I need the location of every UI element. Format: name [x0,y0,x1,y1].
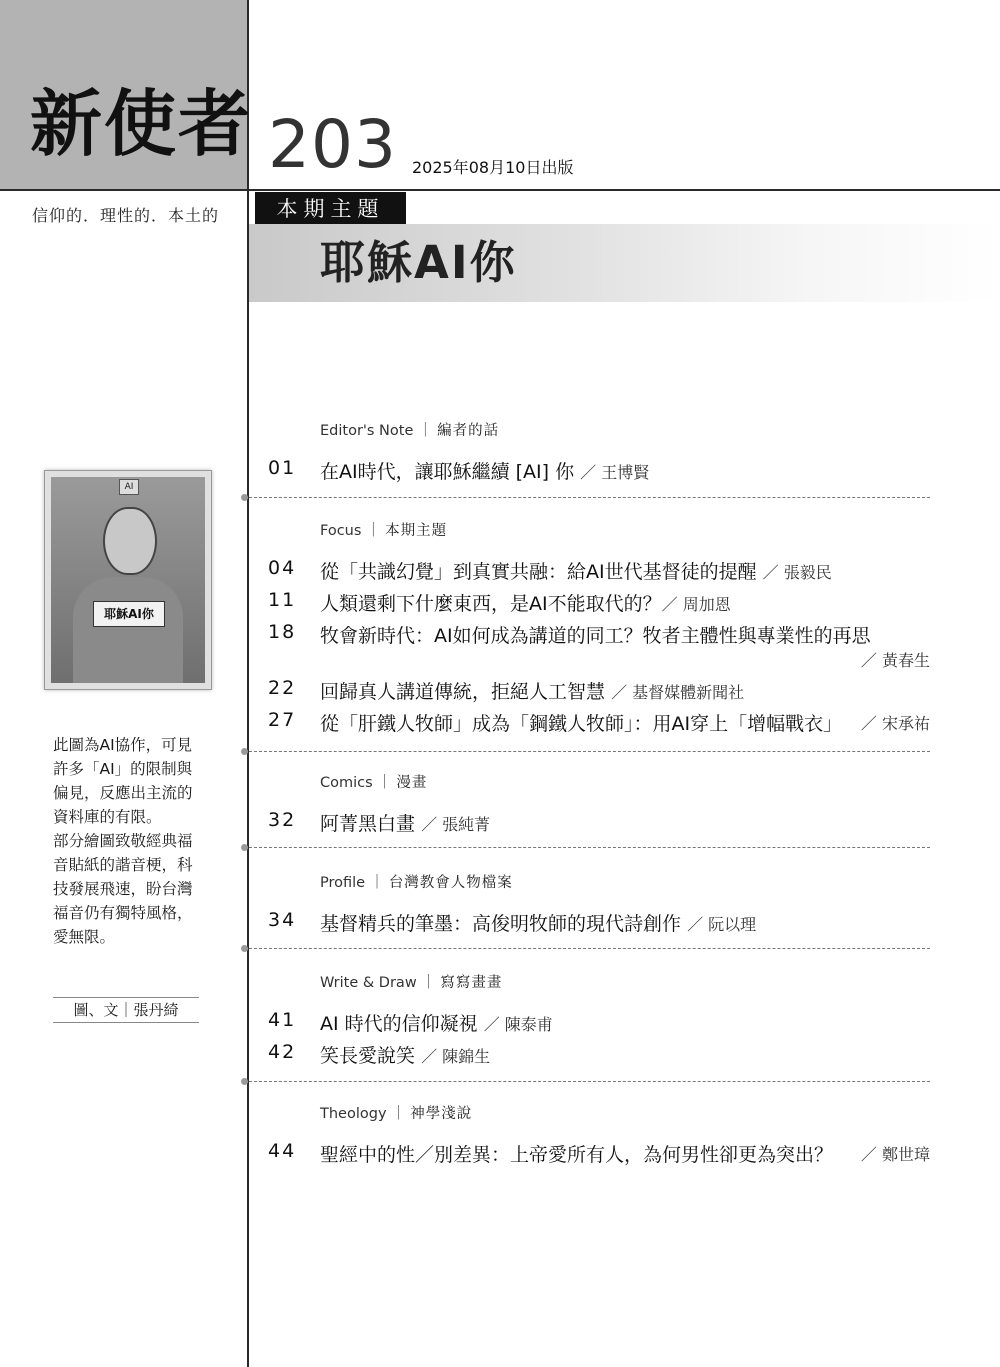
cover-card: 耶穌AI你 [93,601,165,627]
jesus-figure-icon [103,507,157,575]
page-number: 41 [268,1009,297,1031]
tagline: 信仰的．理性的．本土的 [32,206,220,225]
entry-author: ／ 王博賢 [580,463,650,482]
cover-credit: 圖、文｜張丹綺 [53,997,199,1023]
page-number: 18 [268,621,297,643]
entry-title: 在AI時代，讓耶穌繼續 [AI] 你 [320,461,575,483]
vertical-rule [247,0,249,1367]
page-number: 44 [268,1140,297,1162]
theme-title: 耶穌AI你 [320,236,517,289]
entry-title: 從「肝鐵人牧師」成為「鋼鐵人牧師」：用AI穿上「增幅戰衣」 [320,713,843,735]
divider-dot [241,844,248,851]
divider-dot [241,748,248,755]
section-zh: 本期主題 [385,523,448,539]
entry-title: 阿菁黑白畫 [320,813,416,835]
section-heading-profile: Profile ｜ 台灣教會人物檔案 [320,875,513,891]
horizontal-rule [0,189,1000,191]
page-number: 01 [268,457,297,479]
section-heading-focus: Focus ｜ 本期主題 [320,523,448,539]
entry-title: 笑長愛說笑 [320,1045,416,1067]
entry-author: ／ 黃春生 [860,651,930,670]
cover-caption [53,733,205,949]
magazine-logo: 新使者 [30,81,253,166]
section-heading-editors-note: Editor's Note ｜ 編者的話 [320,423,500,439]
section-zh: 神學淺說 [410,1106,473,1122]
cover-illustration [44,470,212,690]
section-divider [244,1081,930,1082]
section-heading-theology: Theology ｜ 神學淺說 [320,1106,473,1122]
page-number: 34 [268,909,297,931]
divider-dot [241,494,248,501]
entry-author: ／ 鄭世璋 [860,1145,930,1164]
page-number: 42 [268,1041,297,1063]
page-number: 04 [268,557,297,579]
cover-artwork [51,477,205,683]
theme-label: 本期主題 [255,192,406,224]
section-heading-write-draw: Write & Draw ｜ 寫寫畫畫 [320,975,503,991]
entry-title: 人類還剩下什麼東西，是AI不能取代的？ [320,593,662,615]
page-number: 22 [268,677,297,699]
entry-author: ／ 張毅民 [762,563,832,582]
section-en: Write & Draw [320,975,417,991]
cover-ai-tag: AI [119,479,139,495]
entry-title: 牧會新時代：AI如何成為講道的同工？牧者主體性與專業性的再思 [320,625,871,647]
section-divider [244,948,930,949]
toc-entry[interactable] [268,621,930,671]
section-zh: 編者的話 [437,423,500,439]
section-zh: 漫畫 [396,775,428,791]
section-divider [244,497,930,498]
entry-title: 從「共識幻覺」到真實共融：給AI世代基督徒的提醒 [320,561,757,583]
entry-author: ／ 陳泰甫 [483,1015,553,1034]
entry-author: ／ 宋承祐 [860,714,930,733]
section-divider [244,751,930,752]
section-zh: 台灣教會人物檔案 [388,875,513,891]
page-number: 11 [268,589,297,611]
divider-dot [241,945,248,952]
section-en: Comics [320,775,373,791]
entry-author: ／ 張純菁 [421,815,491,834]
caption-paragraph: 部分繪圖致敬經典福音貼紙的諧音梗，科技發展飛速，盼台灣福音仍有獨特風格，愛無限。 [53,832,193,946]
publish-date: 2025年08月10日出版 [412,158,574,177]
issue-number: 203 [268,106,397,183]
robe-shape [73,577,183,683]
entry-author: ／ 陳錦生 [421,1047,491,1066]
caption-paragraph: 此圖為AI協作，可見許多「AI」的限制與偏見，反應出主流的資料庫的有限。 [53,736,193,826]
section-en: Editor's Note [320,423,414,439]
page-number: 32 [268,809,297,831]
entry-author: ／ 基督媒體新聞社 [611,683,745,702]
section-en: Profile [320,875,366,891]
divider-dot [241,1078,248,1085]
section-heading-comics: Comics ｜ 漫畫 [320,775,428,791]
section-divider [244,847,930,848]
entry-author: ／ 周加恩 [661,595,731,614]
entry-title: 基督精兵的筆墨：高俊明牧師的現代詩創作 [320,913,682,935]
section-zh: 寫寫畫畫 [440,975,503,991]
entry-title: 聖經中的性／別差異：上帝愛所有人，為何男性卻更為突出？ [320,1144,834,1166]
entry-author: ／ 阮以理 [687,915,757,934]
entry-title: AI 時代的信仰凝視 [320,1013,478,1035]
page-number: 27 [268,709,297,731]
section-en: Focus [320,523,362,539]
section-en: Theology [320,1106,387,1122]
entry-title: 回歸真人講道傳統，拒絕人工智慧 [320,681,606,703]
